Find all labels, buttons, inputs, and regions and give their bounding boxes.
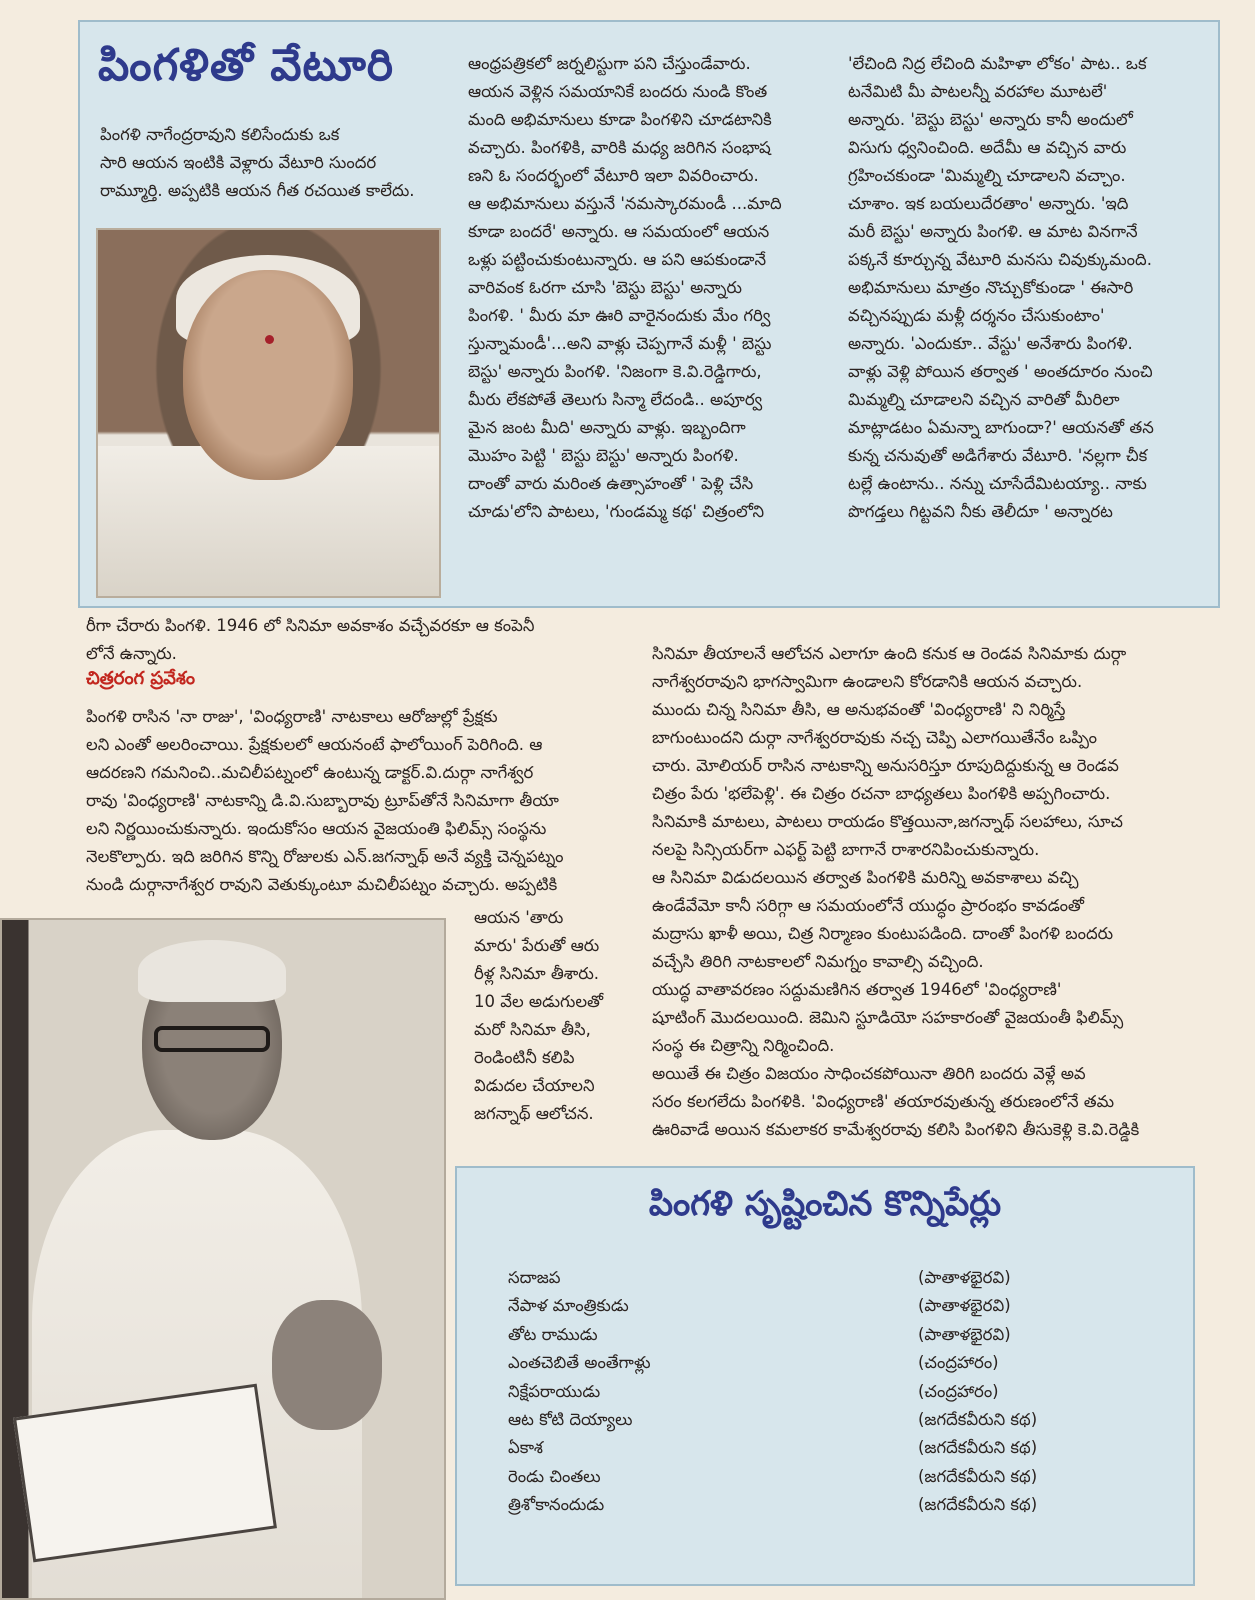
list-item <box>508 1264 1068 1292</box>
film-name: (పాతాళభైరవి) <box>918 1268 1011 1287</box>
article-column-2: ఆంధ్రపత్రికలో జర్నలిస్టుగా పని చేస్తుండేవారు. ఆయన వెళ్లిన సమయానికే బందరు నుండి కొంత మంది అభిమానులు కూడా పింగళిని చూడటానికి వచ్చారు. పింగళికి, వారికి మధ్య జరిగిన సంభాష ణని ఓ సందర్భంలో వేటూరి ఇలా వివరించారు. ఆ అభిమానులు వస్తునే 'నమస్కారమండీ ...మాది కూడా బందరే' అన్నారు. ఆ సమయంలో ఆయన ఒళ్లు పట్టించుకుంటున్నారు. ఆ పని ఆపకుండానే వారివంక ఓరగా చూసి 'బెస్టు బెస్టు' అన్నారు పింగళి. ' మీరు మా ఊరి వారైనందుకు మేం గర్వి స్తున్నామండీ'...అని వాళ్లు చెప్పగానే మళ్లీ ' బెస్టు బెస్టు' అన్నారు పింగళి. 'నిజంగా కె.వి.రెడ్డిగారు, మీరు లేకపోతే తెలుగు సిన్మా లేదండి.. అపూర్వ మైన జంట మీది' అన్నారు వాళ్లు. ఇబ్బందిగా మొహం పెట్టి ' బెస్టు బెస్టు' అన్నారు పింగళి. దాంతో వారు మరింత ఉత్సాహంతో ' పెళ్లి చేసి చూడు'లోని పాటలు, 'గుండమ్మ కథ' చిత్రంలోని <box>468 54 782 521</box>
section-heading: చిత్రరంగ ప్రవేశం <box>86 668 195 689</box>
list-item <box>508 1491 1068 1519</box>
story-paragraph-narrow: ఆయన 'తారు మారు' పేరుతో ఆరు రీళ్ల సినిమా తీశారు. 10 వేల అడుగులతో మరో సినిమా తీసి, రెండింటినీ కలిపి విడుదల చేయాలని జగన్నాథ్ ఆలోచన. <box>474 908 604 1123</box>
photo-face <box>183 270 353 480</box>
film-name: (జగదేకవీరుని కథ) <box>918 1495 1038 1515</box>
photo-hand <box>272 1300 382 1430</box>
coined-name: త్రిశోకానందుడు <box>508 1495 605 1515</box>
list-item <box>508 1406 1068 1434</box>
coined-name: నేపాళ మాంత్రికుడు <box>508 1296 629 1316</box>
list-item <box>508 1349 1068 1377</box>
photo-glasses <box>154 1026 270 1052</box>
coined-name: రెండు చింతలు <box>508 1466 601 1486</box>
list-item <box>508 1378 1068 1406</box>
film-name: (చంద్రహారం) <box>918 1381 999 1401</box>
article-intro: పింగళి నాగేంద్రరావుని కలిసేందుకు ఒక సారి ఆయన ఇంటికి వెళ్లారు వేటూరి సుందర రామ్మూర్తి. అప్పటికి ఆయన గీత రచయిత కాలేదు. <box>100 125 415 200</box>
coined-name: నిక్షేపరాయుడు <box>508 1381 601 1401</box>
names-box-title: పింగళి సృష్టించిన కొన్నిపేర్లు <box>648 1184 1002 1224</box>
pingali-photo <box>0 918 446 1600</box>
film-name: (చంద్రహారం) <box>918 1353 999 1373</box>
photo-tilak <box>265 335 274 344</box>
story-paragraph: పింగళి రాసిన 'నా రాజు', 'వింధ్యరాణి' నాటకాలు ఆరోజుల్లో ప్రేక్షకు లని ఎంతో అలరించాయి. ప్రేక్షకులలో ఆయనంటే ఫాలోయింగ్ పెరిగింది. ఆ ఆదరణని గమనించి..మచిలీపట్నంలో ఉంటున్న డాక్టర్.వి.దుర్గా నాగేశ్వర రావు 'వింధ్యరాణి' నాటకాన్ని డి.వి.సుబ్బారావు ట్రూప్‌తోనే సినిమాగా తీయా లని నిర్ణయించుకున్నారు. ఇందుకోసం ఆయన వైజయంతి ఫిలిమ్స్ సంస్థను నెలకొల్పారు. ఇది జరిగిన కొన్ని రోజులకు ఎన్.జగన్నాథ్ అనే వ్యక్తి చెన్నపట్నం నుండి దుర్గానాగేశ్వర రావుని వెతుక్కుంటూ మచిలీపట్నం వచ్చారు. అప్పటికి <box>86 707 564 894</box>
coined-name: తోట రాముడు <box>508 1324 598 1344</box>
coined-name: ఎంతచెబితే అంతేగాళ్లు <box>508 1353 651 1373</box>
film-name: (పాతాళభైరవి) <box>918 1296 1011 1316</box>
list-item <box>508 1321 1068 1349</box>
film-name: (పాతాళభైరవి) <box>918 1324 1011 1344</box>
coined-name: సదాజప <box>508 1268 561 1287</box>
coined-name: ఆట కోటి దెయ్యాలు <box>508 1410 633 1430</box>
coined-name: ఏకాశ <box>508 1438 543 1458</box>
film-name: (జగదేకవీరుని కథ) <box>918 1466 1038 1486</box>
film-name: (జగదేకవీరుని కథ) <box>918 1438 1038 1458</box>
photo-hair <box>138 940 286 1002</box>
story-continuation: రీగా చేరారు పింగళి. 1946 లో సినిమా అవకాశం వచ్చేవరకూ ఆ కంపెనీ లోనే ఉన్నారు. <box>86 616 535 663</box>
story-right-column: సినిమా తీయాలనే ఆలోచన ఎలాగూ ఉంది కనుక ఆ రెండవ సినిమాకు దుర్గా నాగేశ్వరరావుని భాగస్వామిగా ఉండాలని కోరడానికి ఆయన వచ్చారు. ముందు చిన్న సినిమా తీసి, ఆ అనుభవంతో 'వింధ్యరాణి' ని నిర్మిస్తే బాగుంటుందని దుర్గా నాగేశ్వరరావుకు నచ్చ చెప్పి ఎలాగయితేనేం ఒప్పిం చారు. మోలియర్ రాసిన నాటకాన్ని అనుసరిస్తూ రూపుదిద్దుకున్న ఆ రెండవ చిత్రం పేరు 'భలేపెళ్లి'. ఈ చిత్రం రచనా బాధ్యతలు పింగళికి అప్పగించారు. సినిమాకి మాటలు, పాటలు రాయడం కొత్తయినా,జగన్నాథ్ సలహాలు, సూచ నలపై సిన్సియర్‌గా ఎఫర్ట్ పెట్టి బాగానే రాశారనిపించుకున్నారు. ఆ సినిమా విడుదలయిన తర్వాత పింగళికి మరిన్ని అవకాశాలు వచ్చి ఉండేవేమో కానీ సరిగ్గా ఆ సమయంలోనే యుద్ధం ప్రారంభం కావడంతో మద్రాసు ఖాళీ అయి, చిత్ర నిర్మాణం కుంటుపడింది. దాంతో పింగళి బందరు వచ్చేసి తిరిగి నాటకాలలో నిమగ్నం కావాల్సి వచ్చింది. యుద్ధ వాతావరణం సద్దుమణిగిన తర్వాత 1946లో 'వింధ్యరాణి' షూటింగ్ మొదలయింది. జెమిని స్టూడియో సహకారంతో వైజయంతీ ఫిలిమ్స్ సంస్థ ఈ చిత్రాన్ని నిర్మించింది. అయితే ఈ చిత్రం విజయం సాధించకపోయినా తిరిగి బందరు వెళ్లే అవ సరం కలగలేదు పింగళికి. 'వింధ్యరాణి' తయారవుతున్న తరుణంలోనే తమ ఊరివాడే అయిన కమలాకర కామేశ్వరరావు కలిసి పింగళిని తీసుకెళ్లి కె.వి.రెడ్డికి <box>652 644 1140 1139</box>
film-name: (జగదేకవీరుని కథ) <box>918 1410 1038 1430</box>
article-column-3: 'లేచింది నిద్ర లేచింది మహిళా లోకం' పాట.. ఒక టనేమిటి మీ పాటలన్నీ వరహాల మూటలే' అన్నారు. 'బెస్టు బెస్టు' అన్నారు కానీ అందులో విసుగు ధ్వనించింది. అదేమీ ఆ వచ్చిన వారు గ్రహించకుండా 'మిమ్మల్ని చూడాలని వచ్చాం. చూశాం. ఇక బయలుదేరతాం' అన్నారు. 'ఇది మరీ బెస్టు' అన్నారు పింగళి. ఆ మాట వినగానే పక్కనే కూర్చున్న వేటూరి మనసు చివుక్కుమంది. అభిమానులు మాత్రం నొచ్చుకోకుండా ' ఈసారి వచ్చినప్పుడు మళ్లీ దర్శనం చేసుకుంటాం' అన్నారు. 'ఎందుకూ.. వేస్టు' అనేశారు పింగళి. వాళ్లు వెళ్లి పోయిన తర్వాత ' అంతదూరం నుంచి మిమ్మల్ని చూడాలని వచ్చిన వారితో మీరిలా మాట్లాడటం ఏమన్నా బాగుందా?' ఆయనతో తన కున్న చనువుతో అడిగేశారు వేటూరి. 'నల్లగా చీక టల్లే ఉంటాను.. నన్ను చూసేదేమిటయ్యా.. నాకు పొగడ్తలు గిట్టవని నీకు తెలీదూ ' అన్నారట <box>848 54 1154 521</box>
list-item <box>508 1463 1068 1491</box>
names-list <box>508 1264 1068 1520</box>
veturi-photo <box>96 228 441 598</box>
list-item <box>508 1434 1068 1462</box>
list-item <box>508 1292 1068 1320</box>
article-title: పింగళితో వేటూరి <box>98 40 394 91</box>
